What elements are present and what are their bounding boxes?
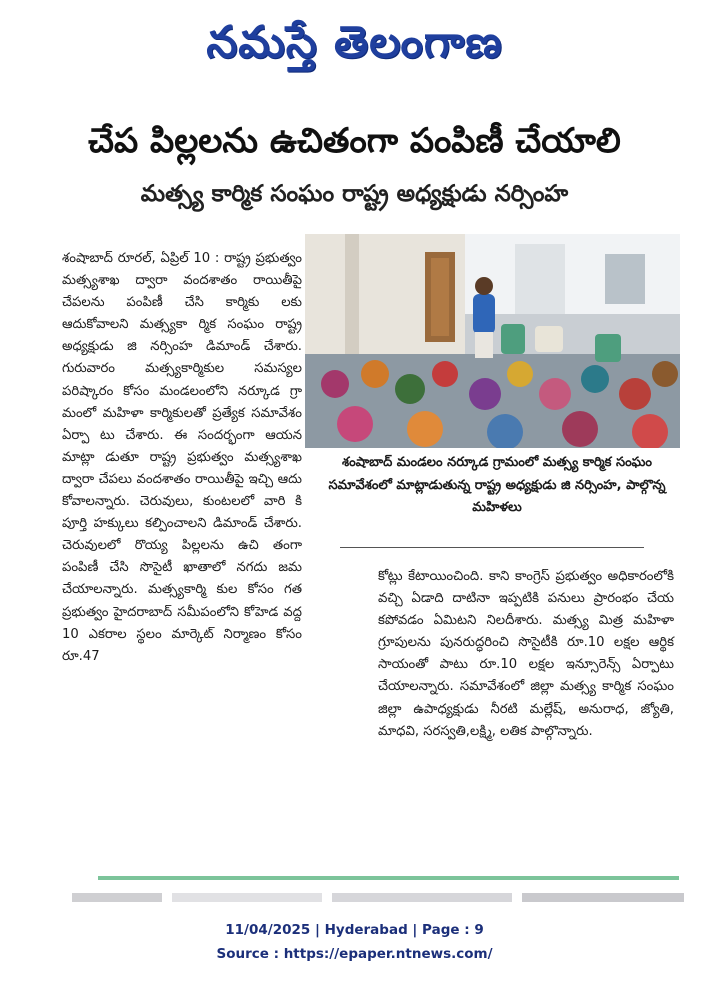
photo-caption: శంషాబాద్ మండలం నర్కూడ గ్రామంలో మత్స్య కార్మిక సంఘం సమావేశంలో మాట్లాడుతున్న రాష్ట్ర అధ్యక్షుడు జి నర్సింహ, పాల్గొన్న మహిళలు	[328, 455, 666, 515]
article-photo	[305, 234, 680, 448]
page-footer	[0, 918, 709, 966]
article-headline: చేప పిల్లలను ఉచితంగా పంపిణీ చేయాలి	[88, 121, 621, 161]
article-body-right-column	[378, 566, 674, 743]
source-link[interactable]: Source : https://epaper.ntnews.com/	[216, 946, 493, 962]
edition-meta: 11/04/2025 | Hyderabad | Page : 9	[225, 922, 484, 938]
section-divider	[98, 876, 679, 880]
article-subheadline: మత్స్య కార్మిక సంఘం రాష్ట్ర అధ్యక్షుడు నర్సింహ	[140, 181, 569, 207]
next-article-thumbnails	[72, 893, 684, 902]
article-body-left-column	[62, 248, 302, 668]
caption-divider	[340, 547, 644, 548]
masthead	[0, 8, 709, 78]
article-paragraph: శంషాబాద్ రూరల్, ఏప్రిల్ 10 : రాష్ట్ర ప్రభుత్వం మత్స్యశాఖ ద్వారా వందశాతం రాయితీపై చేపలను పంపిణీ చేసి కార్మికు లకు ఆదుకోవాలని మత్స్యకా ర్మిక సంఘం రాష్ట్ర అధ్యక్షుడు జి నర్సింహ డిమాండ్ చేశారు. గురువారం మత్స్యకార్మికుల సమస్యల పరిష్కారం కోసం మండలంలోని నర్కూడ గ్రా మంలో మహిళా కార్మికులతో ప్రత్యేక సమావేశం ఏర్పా టు చేశారు. ఈ సందర్భంగా ఆయన మాట్లా డుతూ రాష్ట్ర ప్రభుత్వం మత్స్యశాఖ ద్వారా చేపలు వందశాతం రాయితీపై ఇచ్చి ఆదు కోవాలన్నారు. చెరువులు, కుంటలలో వారి కి పూర్తి హక్కులు కల్పించాలని డిమాండ్ చేశారు. చెరువులలో రొయ్య పిల్లలను ఉచి తంగా పంపిణీ చేసి సొసైటీ ఖాతాలో నగదు జమ చేయాలన్నారు. మత్స్యకార్మి కుల కోసం గత ప్రభుత్వం హైదరాబాద్ సమీపంలోని కోహెడ వద్ద 10 ఎకరాల స్థలం మార్కెట్ నిర్మాణం కోసం రూ.47	[62, 251, 302, 664]
masthead-title: నమస్తే తెలంగాణ	[206, 17, 503, 68]
meeting-photo-illustration	[305, 234, 680, 448]
next-article-strip	[72, 890, 684, 902]
article-paragraph: కోట్లు కేటాయించింది. కాని కాంగ్రెస్ ప్రభుత్వం అధికారంలోకి వచ్చి ఏడాది దాటినా ఇప్పటికి పనులు ప్రారంభం చేయ కపోవడం ఏమిటని నిలదీశారు. మత్స్య మిత్ర మహిళా గ్రూపులను పునరుద్ధరించి సొసైటీకి రూ.10 లక్షల ఆర్థిక సాయంతో పాటు రూ.10 లక్షల ఇన్సూరెన్స్ ఏర్పాటు చేయాలన్నారు. సమావేశంలో జిల్లా మత్స్య కార్మిక సంఘం జిల్లా ఉపాధ్యక్షుడు నీరటి మల్లేష్, అనురాధ, జ్యోతి, మాధవి, సరస్వతి,లక్ష్మి, లతిక పాల్గొన్నారు.	[378, 569, 674, 739]
